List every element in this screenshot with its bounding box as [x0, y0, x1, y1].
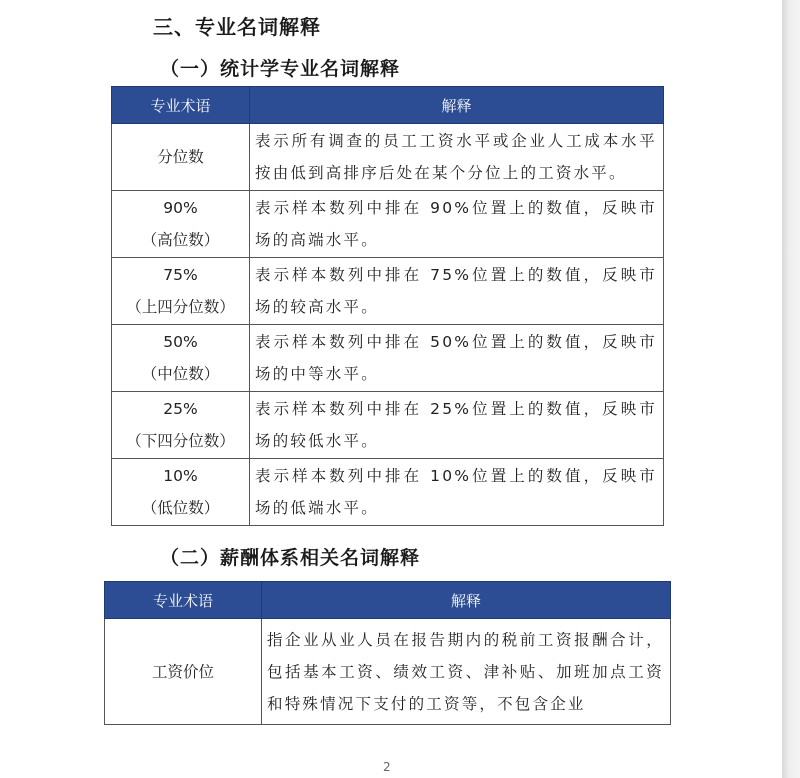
page-number: 2	[383, 760, 391, 774]
term-name: 90%	[163, 199, 198, 217]
section-title: 三、专业名词解释	[153, 15, 321, 39]
table-row	[112, 258, 664, 325]
header-explanation: 解释	[250, 87, 664, 124]
header-term: 专业术语	[105, 582, 262, 619]
table-row	[112, 459, 664, 526]
subsection-title-compensation: （二）薪酬体系相关名词解释	[160, 547, 421, 569]
table-row	[112, 325, 664, 392]
header-term: 专业术语	[112, 87, 250, 124]
table-header-row	[112, 87, 664, 124]
table-row	[112, 191, 664, 258]
subsection-title-statistics: （一）统计学专业名词解释	[160, 58, 401, 80]
term-cell	[112, 392, 250, 459]
term-cell	[112, 459, 250, 526]
term-name: 工资价位	[151, 662, 214, 681]
term-cell	[105, 619, 262, 725]
viewer-edge	[782, 0, 800, 778]
term-alias: （下四分位数）	[126, 432, 235, 450]
explanation-cell: 表示样本数列中排在 50%位置上的数值，反映市场的中等水平。	[250, 325, 664, 392]
term-cell	[112, 191, 250, 258]
compensation-terms-table	[104, 581, 671, 725]
explanation-cell: 表示样本数列中排在 75%位置上的数值，反映市场的较高水平。	[250, 258, 664, 325]
term-name: 50%	[163, 333, 198, 351]
term-name: 25%	[163, 400, 198, 418]
term-cell	[112, 325, 250, 392]
term-name: 75%	[163, 266, 198, 284]
table-row	[105, 619, 671, 725]
table-row	[112, 392, 664, 459]
explanation-cell: 表示所有调查的员工工资水平或企业人工成本水平按由低到高排序后处在某个分位上的工资水平。	[250, 124, 664, 191]
term-alias: （低位数）	[141, 499, 220, 517]
term-alias: （高位数）	[141, 231, 220, 249]
table-header-row	[105, 582, 671, 619]
term-cell	[112, 124, 250, 191]
table-row	[112, 124, 664, 191]
header-explanation: 解释	[262, 582, 671, 619]
term-name: 10%	[163, 467, 198, 485]
explanation-cell: 表示样本数列中排在 25%位置上的数值，反映市场的较低水平。	[250, 392, 664, 459]
explanation-cell: 指企业从业人员在报告期内的税前工资报酬合计，包括基本工资、绩效工资、津补贴、加班加点工资和特殊情况下支付的工资等，不包含企业	[262, 619, 671, 725]
term-alias: （上四分位数）	[126, 298, 235, 316]
explanation-cell: 表示样本数列中排在 10%位置上的数值，反映市场的低端水平。	[250, 459, 664, 526]
statistics-terms-table	[111, 86, 664, 526]
term-cell	[112, 258, 250, 325]
term-name: 分位数	[157, 148, 204, 166]
explanation-cell: 表示样本数列中排在 90%位置上的数值，反映市场的高端水平。	[250, 191, 664, 258]
term-alias: （中位数）	[141, 365, 220, 383]
